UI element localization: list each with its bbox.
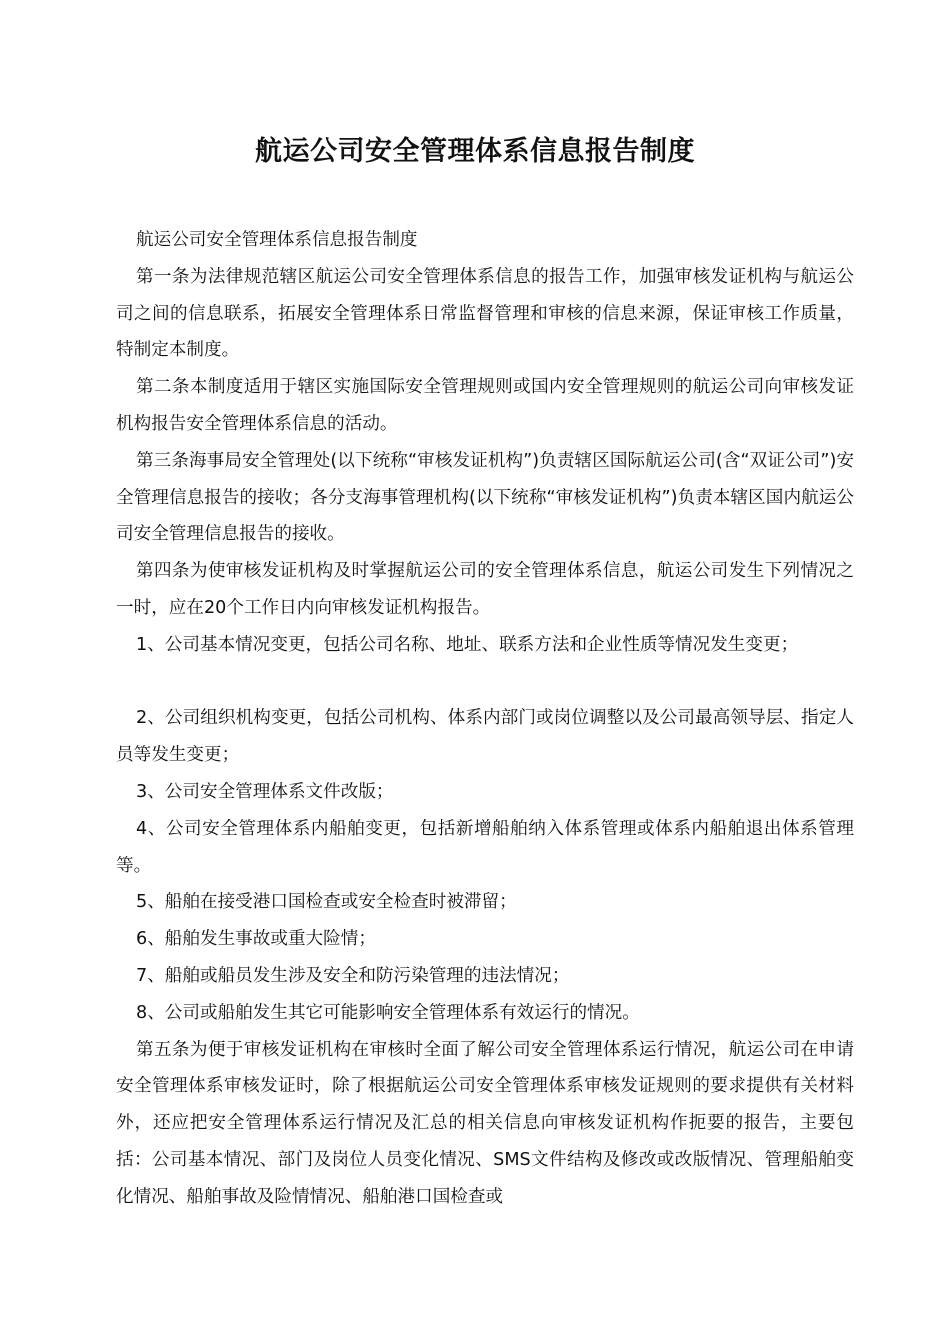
- document-title: 航运公司安全管理体系信息报告制度: [255, 136, 695, 167]
- paragraph-article-5: 第五条为便于审核发证机构在审核时全面了解公司安全管理体系运行情况，航运公司在申请安全管理体系审核发证时，除了根据航运公司安全管理体系审核发证规则的要求提供有关材料外，还应把安全管理体系运行情况及汇总的相关信息向审核发证机构作扼要的报告，主要包括：公司基本情况、部门及岗位人员变化情况、SMS文件结构及修改或改版情况、管理船舶变化情况、船舶事故及险情情况、船舶港口国检查或: [116, 1039, 854, 1207]
- paragraph-article-2: 第二条本制度适用于辖区实施国际安全管理规则或国内安全管理规则的航运公司向审核发证机构报告安全管理体系信息的活动。: [116, 377, 854, 434]
- paragraph-heading: 航运公司安全管理体系信息报告制度: [136, 230, 418, 250]
- paragraph-article-3: 第三条海事局安全管理处(以下统称“审核发证机构”)负责辖区国际航运公司(含“双证公司”)安全管理信息报告的接收；各分支海事管理机构(以下统称“审核发证机构”)负责本辖区国内航运公司安全管理信息报告的接收。: [116, 450, 854, 545]
- list-item-2: 2、公司组织机构变更，包括公司机构、体系内部门或岗位调整以及公司最高领导层、指定人员等发生变更；: [116, 708, 854, 766]
- list-item-4: 4、公司安全管理体系内船舶变更，包括新增船舶纳入体系管理或体系内船舶退出体系管理等。: [116, 818, 854, 876]
- list-item-8: 8、公司或船舶发生其它可能影响安全管理体系有效运行的情况。: [136, 1002, 640, 1023]
- list-item-7: 7、船舶或船员发生涉及安全和防污染管理的违法情况；: [136, 965, 570, 986]
- document-body: [116, 222, 854, 1216]
- paragraph-article-1: 第一条为法律规范辖区航运公司安全管理体系信息的报告工作，加强审核发证机构与航运公司之间的信息联系，拓展安全管理体系日常监督管理和审核的信息来源，保证审核工作质量，特制定本制度。: [116, 266, 854, 361]
- list-item-5: 5、船舶在接受港口国检查或安全检查时被滞留；: [136, 892, 517, 913]
- paragraph-article-4: 第四条为使审核发证机构及时掌握航运公司的安全管理体系信息，航运公司发生下列情况之一时，应在20个工作日内向审核发证机构报告。: [116, 561, 854, 618]
- list-item-6: 6、船舶发生事故或重大险情；: [136, 929, 376, 950]
- list-item-3: 3、公司安全管理体系文件改版；: [136, 781, 394, 802]
- list-item-1: 1、公司基本情况变更，包括公司名称、地址、联系方法和企业性质等情况发生变更；: [136, 634, 799, 655]
